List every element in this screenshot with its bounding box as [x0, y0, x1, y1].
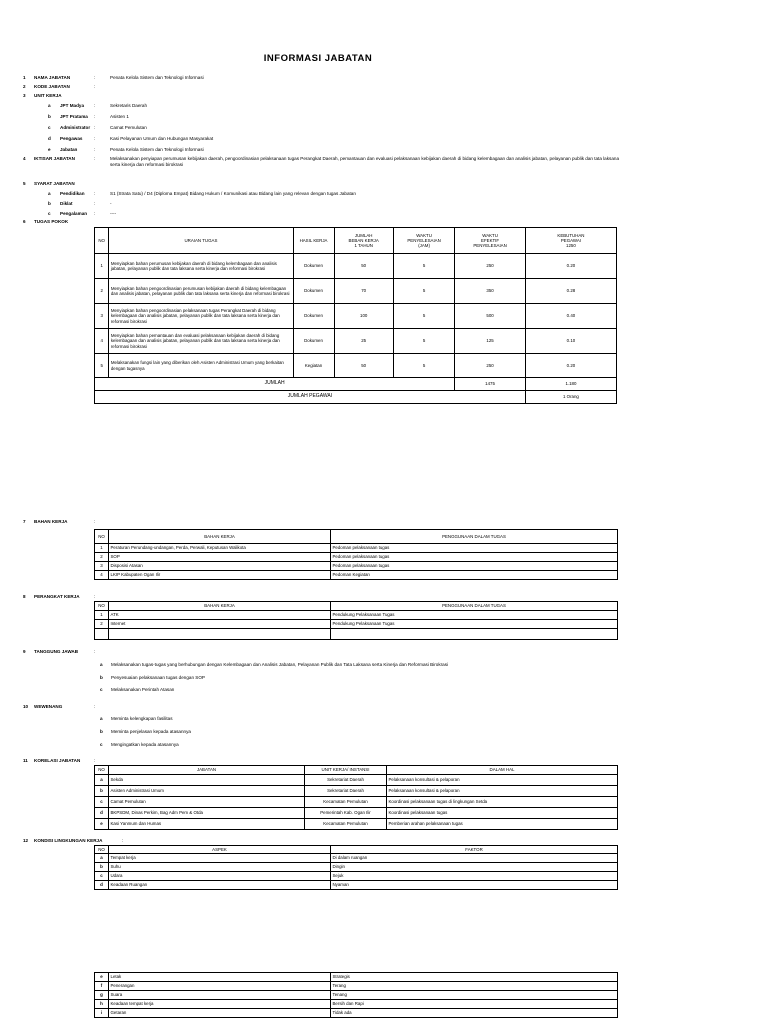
table-row-empty: [95, 629, 618, 640]
pengawas-value: Kasi Pelayanan Umum dan Hubungan Masyarakat: [110, 136, 214, 141]
row-jabatan: Asisten Administrasi Umum: [109, 786, 305, 797]
colon: :: [94, 75, 96, 80]
row-jumlah: 100: [334, 304, 393, 329]
jumlah-efektif: 1475: [455, 378, 526, 391]
item-label: KONDISI LINGKUNGAN KERJA: [34, 838, 103, 843]
row-bahan: Internet: [109, 620, 331, 629]
row-hasil: Dokumen: [293, 279, 334, 304]
jpt-pratama-value: Asisten 1: [110, 114, 129, 119]
row-waktu: 5: [393, 279, 454, 304]
colon: :: [94, 519, 96, 524]
header-line: (JAM): [418, 243, 430, 249]
row-uraian: Melaksanakan fungsi lain yang diberikan oleh Asisten Administrasi Umum yang berkaitan dengan tugasnya: [109, 354, 293, 378]
item-number: 2: [23, 84, 26, 89]
list-item: Melaksanakan tugas-tugas yang berhubungan dengan Kelembagaan dan Analisis Jabatan, Pelayanan Publik dan Tata Laksana serta Kinerja dan Reformasi Birokrasi: [111, 662, 449, 667]
row-no: 2: [95, 279, 109, 304]
sub-label: Jabatan: [60, 147, 78, 152]
header-no: NO: [95, 766, 109, 775]
row-no: 1: [95, 611, 109, 620]
row-no: d: [95, 881, 109, 890]
row-no: b: [95, 863, 109, 872]
item-number: 12: [23, 838, 29, 843]
colon: :: [94, 156, 96, 161]
row-no: g: [95, 991, 109, 1000]
row-no: 4: [95, 329, 109, 354]
header-no: NO: [95, 530, 109, 544]
row-jabatan: BKPSDM, Dinas Perkim, Bag Adm Pem & Otda: [109, 808, 305, 819]
administrator-value: Camat Pemulutan: [110, 125, 147, 130]
header-efektif: [455, 228, 526, 254]
item-label: KORELASI JABATAN: [34, 758, 81, 763]
row-hal: Koordinasi pelaksanaan tugas di lingkungan Setda: [387, 797, 618, 808]
list-item: Meminta kelengkapan fasilitas: [111, 716, 173, 721]
row-jumlah: 50: [334, 254, 393, 279]
row-bahan: SOP: [109, 553, 331, 562]
perangkat-kerja-table: [94, 601, 618, 640]
table-row: [95, 881, 618, 890]
list-letter: b: [100, 675, 103, 680]
empty-cell: [95, 629, 109, 640]
header-no: NO: [95, 228, 109, 254]
row-aspek: Tempat kerja: [109, 854, 331, 863]
item-number: 11: [23, 758, 28, 763]
item-number: 3: [23, 93, 26, 98]
colon: :: [94, 758, 96, 763]
table-row: [95, 620, 618, 629]
sub-label: Pengalaman: [60, 211, 88, 216]
header-jabatan: JABATAN: [109, 766, 305, 775]
header-bahan: BAHAN KERJA: [109, 602, 331, 611]
table-row: [95, 354, 617, 378]
list-item: Penyesuaian pelaksanaan tugas dengan SOP: [111, 675, 205, 680]
header-bahan: BAHAN KERJA: [109, 530, 331, 544]
row-faktor: Bersih dan Rapi: [331, 1000, 618, 1009]
item-label: UNIT KERJA: [34, 93, 62, 98]
table-row: [95, 1000, 618, 1009]
row-unit: Pemerintah Kab. Ogan Ilir: [305, 808, 387, 819]
table-row: [95, 982, 618, 991]
colon: :: [94, 114, 96, 119]
row-faktor: Tenang: [331, 991, 618, 1000]
row-penggunaan: Pendukung Pelaksanaan Tugas: [331, 620, 618, 629]
item-number: 5: [23, 181, 26, 186]
row-kebutuhan: 0.28: [525, 279, 616, 304]
row-efektif: 250: [455, 354, 526, 378]
row-penggunaan: Pendukung Pelaksanaan Tugas: [331, 611, 618, 620]
row-efektif: 250: [455, 254, 526, 279]
header-penggunaan: PENGGUNAAN DALAM TUGAS: [331, 602, 618, 611]
list-letter: b: [100, 729, 103, 734]
list-letter: a: [100, 716, 103, 721]
table-row: [95, 973, 618, 982]
kondisi-lingkungan-table-continued: [94, 972, 618, 1018]
row-no: i: [95, 1009, 109, 1018]
colon: :: [94, 211, 96, 216]
item-number: 1: [23, 75, 26, 80]
row-efektif: 350: [455, 279, 526, 304]
row-hasil: Dokumen: [293, 329, 334, 354]
row-faktor: Sejuk: [331, 872, 618, 881]
header-line: PENYELESAIAN: [473, 243, 507, 249]
row-no: 5: [95, 354, 109, 378]
row-waktu: 5: [393, 329, 454, 354]
header-line: 1 TAHUN: [354, 243, 373, 249]
row-kebutuhan: 0.20: [525, 354, 616, 378]
tugas-pokok-table: [94, 227, 617, 404]
row-kebutuhan: 0.40: [525, 304, 616, 329]
header-line: WAKTU: [416, 232, 432, 238]
row-no: d: [95, 808, 109, 819]
row-jabatan: Camat Pemulutan: [109, 797, 305, 808]
sub-label: Administrator: [60, 125, 91, 130]
table-row: [95, 571, 618, 580]
table-row: [95, 611, 618, 620]
header-line: KEBUTUHAN: [557, 232, 585, 238]
row-penggunaan: Pedoman pelaksanaan tugas: [331, 562, 618, 571]
diklat-value: -: [110, 201, 112, 206]
colon: :: [94, 649, 96, 654]
header-line: JUMLAH: [354, 232, 373, 238]
row-no: 1: [95, 254, 109, 279]
sub-letter: b: [48, 201, 51, 206]
row-faktor: Tidak ada: [331, 1009, 618, 1018]
colon: :: [94, 84, 96, 89]
row-hasil: Kegiatan: [293, 354, 334, 378]
korelasi-jabatan-table: [94, 765, 618, 830]
item-number: 6: [23, 219, 26, 224]
jpt-madya-value: Sekretaris Daerah: [110, 103, 148, 108]
sub-label: Pendidikan: [60, 191, 85, 196]
row-waktu: 5: [393, 254, 454, 279]
table-row: [95, 329, 617, 354]
row-no: 3: [95, 562, 109, 571]
sub-letter: a: [48, 103, 51, 108]
header-no: NO: [95, 846, 109, 854]
sub-letter: d: [48, 136, 51, 141]
row-faktor: Dingin: [331, 863, 618, 872]
table-row: [95, 544, 618, 553]
header-no: NO: [95, 602, 109, 611]
table-row: [95, 786, 618, 797]
jumlah-pegawai-label: JUMLAH PEGAWAI: [95, 391, 526, 404]
jumlah-kebutuhan: 1.180: [525, 378, 616, 391]
row-efektif: 500: [455, 304, 526, 329]
row-hasil: Dokumen: [293, 254, 334, 279]
sub-letter: c: [48, 211, 51, 216]
row-penggunaan: Pedoman Kegiatan: [331, 571, 618, 580]
sub-letter: a: [48, 191, 51, 196]
colon: :: [94, 103, 96, 108]
header-faktor: FAKTOR: [331, 846, 618, 854]
list-item: Meminta penjelasan kepada atasannya: [111, 729, 191, 734]
header-line: BEBAN KERJA: [348, 237, 379, 243]
header-hasil: HASIL KERJA: [293, 228, 334, 254]
row-jumlah: 70: [334, 279, 393, 304]
row-no: 3: [95, 304, 109, 329]
header-waktu: [393, 228, 454, 254]
row-hal: Koordinasi pelaksanaan tugas: [387, 808, 618, 819]
row-unit: Sekretariat Daerah: [305, 786, 387, 797]
header-aspek: ASPEK: [109, 846, 331, 854]
row-jumlah: 25: [334, 329, 393, 354]
row-hal: Pelaksanaan konsultasi & pelaporan: [387, 775, 618, 786]
item-number: 10: [23, 704, 29, 709]
item-label: NAMA JABATAN: [34, 75, 71, 80]
row-waktu: 5: [393, 354, 454, 378]
row-faktor: Terang: [331, 982, 618, 991]
row-faktor: Nyaman: [331, 881, 618, 890]
row-no: a: [95, 854, 109, 863]
header-uraian: URAIAN TUGAS: [109, 228, 293, 254]
jumlah-pegawai-value: 1 Orang: [525, 391, 616, 404]
row-no: e: [95, 819, 109, 830]
table-header-row: [95, 530, 618, 544]
colon: :: [94, 136, 96, 141]
row-no: a: [95, 775, 109, 786]
row-hal: Pemberian arahan pelaksanaan tugas: [387, 819, 618, 830]
row-bahan: ATK: [109, 611, 331, 620]
table-header-row: [95, 766, 618, 775]
header-line: EFEKTIF: [481, 237, 500, 243]
row-bahan: LKIP Kabupaten Ogan Ilir: [109, 571, 331, 580]
colon: :: [94, 191, 96, 196]
list-letter: c: [100, 687, 103, 692]
header-line: 1250: [566, 243, 576, 249]
item-number: 8: [23, 594, 26, 599]
sub-letter: e: [48, 147, 51, 152]
sub-label: JPT Pratama: [60, 114, 88, 119]
sub-letter: c: [48, 125, 51, 130]
sub-letter: b: [48, 114, 51, 119]
jumlah-label: JUMLAH: [95, 378, 455, 391]
row-penggunaan: Pedoman pelaksanaan tugas: [331, 553, 618, 562]
row-efektif: 125: [455, 329, 526, 354]
item-label: KODE JABATAN: [34, 84, 70, 89]
jabatan-value: Penata Kelola Sistem dan Teknologi Informasi: [110, 147, 204, 152]
table-row: [95, 1009, 618, 1018]
row-jumlah: 50: [334, 354, 393, 378]
row-kebutuhan: 0.10: [525, 329, 616, 354]
row-waktu: 5: [393, 304, 454, 329]
header-line: PENYELESAIAN: [407, 237, 441, 243]
empty-cell: [331, 629, 618, 640]
row-hasil: Dokumen: [293, 304, 334, 329]
row-hal: Pelaksanaan konsultasi & pelaporan: [387, 786, 618, 797]
row-aspek: Penerangan: [109, 982, 331, 991]
row-no: 1: [95, 544, 109, 553]
sub-label: Diklat: [60, 201, 73, 206]
row-aspek: Keadaan Ruangan: [109, 881, 331, 890]
row-uraian: Menyiapkan bahan pengoordinasian pelaksanaan tugas Perangkat Daerah di bidang kelembagaan dan analisis jabatan, pelayanan publik dan tata laksana serta kinerja dan reformasi birokrasi: [109, 304, 293, 329]
row-no: h: [95, 1000, 109, 1009]
row-jabatan: Sekda: [109, 775, 305, 786]
row-aspek: Udara: [109, 872, 331, 881]
colon: :: [94, 594, 96, 599]
row-faktor: Strategis: [331, 973, 618, 982]
row-no: b: [95, 786, 109, 797]
table-row: [95, 775, 618, 786]
list-letter: a: [100, 662, 103, 667]
item-label: TUGAS POKOK: [34, 219, 69, 224]
row-unit: Kecamatan Pemulutan: [305, 819, 387, 830]
header-line: PEGAWAI: [560, 237, 582, 243]
pengalaman-value: ----: [110, 211, 117, 216]
colon: :: [94, 147, 96, 152]
kondisi-lingkungan-table: [94, 845, 618, 890]
row-bahan: Peraturan Perundang-undangan, Perda, Perwali, Keputusan Walikota: [109, 544, 331, 553]
row-aspek: Letak: [109, 973, 331, 982]
item-label: TANGGUNG JAWAB: [34, 649, 79, 654]
table-header-row: [95, 602, 618, 611]
item-number: 4: [23, 156, 26, 161]
table-row: [95, 254, 617, 279]
table-row: [95, 279, 617, 304]
item-label: SYARAT JABATAN: [34, 181, 75, 186]
row-uraian: Menyiapkan bahan pengoordinasian perumusan kebijakan daerah di bidang kelembagaan dan analisis jabatan, pelayanan publik dan tata laksana serta kinerja dan reformasi birokrasi: [109, 279, 293, 304]
row-no: c: [95, 797, 109, 808]
item-number: 9: [23, 649, 26, 654]
iktisar-jabatan-value: Melaksanakan penyiapan perumusan kebijakan daerah, pengoordinasian pelaksanaan tugas Perangkat Daerah, pemantauan dan evaluasi pelaksanaan kebijakan daerah di bidang kelembagaan dan analisis jabatan, pelayanan publik dan tata laksana serta kinerja dan reformasi birokrasi: [110, 156, 619, 167]
row-aspek: Suhu: [109, 863, 331, 872]
jumlah-row: [95, 378, 617, 391]
header-unit: UNIT KERJA/ INSTANSI: [305, 766, 387, 775]
row-aspek: Getaran: [109, 1009, 331, 1018]
row-aspek: Keadaan tempat kerja: [109, 1000, 331, 1009]
row-penggunaan: Pedoman pelaksanaan tugas: [331, 544, 618, 553]
row-unit: Kecamatan Pemulutan: [305, 797, 387, 808]
list-letter: c: [100, 742, 103, 747]
table-row: [95, 991, 618, 1000]
row-jabatan: Kasi Yanmum dan Humas: [109, 819, 305, 830]
bahan-kerja-table: [94, 529, 618, 580]
item-label: IKTISAR JABATAN: [34, 156, 75, 161]
row-bahan: Disposisi Atasan: [109, 562, 331, 571]
pendidikan-value: S1 (Strata Satu) / D4 (Diploma Empat) Bidang Hukum / Komunikasi atau Bidang lain yang relevan dengan tugas Jabatan: [110, 191, 356, 196]
header-kebutuhan: [525, 228, 616, 254]
list-item: Mengingatkan kepada atasannya: [111, 742, 179, 747]
colon: :: [122, 838, 124, 843]
row-no: e: [95, 973, 109, 982]
row-kebutuhan: 0.20: [525, 254, 616, 279]
table-row: [95, 808, 618, 819]
table-row: [95, 819, 618, 830]
table-row: [95, 562, 618, 571]
table-row: [95, 863, 618, 872]
item-label: BAHAN KERJA: [34, 519, 68, 524]
row-no: c: [95, 872, 109, 881]
item-number: 7: [23, 519, 26, 524]
row-aspek: Suara: [109, 991, 331, 1000]
nama-jabatan-value: Penata Kelola Sistem dan Teknologi Informasi: [110, 75, 204, 80]
row-no: 4: [95, 571, 109, 580]
item-label: WEWENANG: [34, 704, 63, 709]
table-row: [95, 872, 618, 881]
row-uraian: Menyiapkan bahan perumusan kebijakan daerah di bidang kelembagaan dan analisis jabatan, pelayanan publik dan tata laksana serta kinerja dan reformasi birokrasi: [109, 254, 293, 279]
page-title: INFORMASI JABATAN: [263, 53, 373, 64]
colon: :: [94, 201, 96, 206]
header-jumlah: [334, 228, 393, 254]
list-item: Melaksanakan Perintah Atasan: [111, 687, 175, 692]
row-no: f: [95, 982, 109, 991]
table-header-row: [95, 228, 617, 254]
row-unit: Sekretariat Daerah: [305, 775, 387, 786]
jumlah-pegawai-row: [95, 391, 617, 404]
row-faktor: Di dalam ruangan: [331, 854, 618, 863]
sub-label: JPT Madya: [60, 103, 84, 108]
empty-cell: [109, 629, 331, 640]
row-uraian: Menyiapkan bahan pemantauan dan evaluasi pelaksanaan kebijakan daerah di bidang kelembagaan dan analisis jabatan, pelayanan publik dan tata laksana serta kinerja dan reformasi birokrasi: [109, 329, 293, 354]
header-hal: DALAM HAL: [387, 766, 618, 775]
table-header-row: [95, 846, 618, 854]
item-label: PERANGKAT KERJA: [34, 594, 80, 599]
row-no: 2: [95, 553, 109, 562]
colon: :: [94, 125, 96, 130]
table-row: [95, 304, 617, 329]
table-row: [95, 854, 618, 863]
table-row: [95, 797, 618, 808]
table-row: [95, 553, 618, 562]
row-no: 2: [95, 620, 109, 629]
sub-label: Pengawas: [60, 136, 83, 141]
colon: :: [94, 704, 96, 709]
header-penggunaan: PENGGUNAAN DALAM TUGAS: [331, 530, 618, 544]
header-line: WAKTU: [482, 232, 498, 238]
